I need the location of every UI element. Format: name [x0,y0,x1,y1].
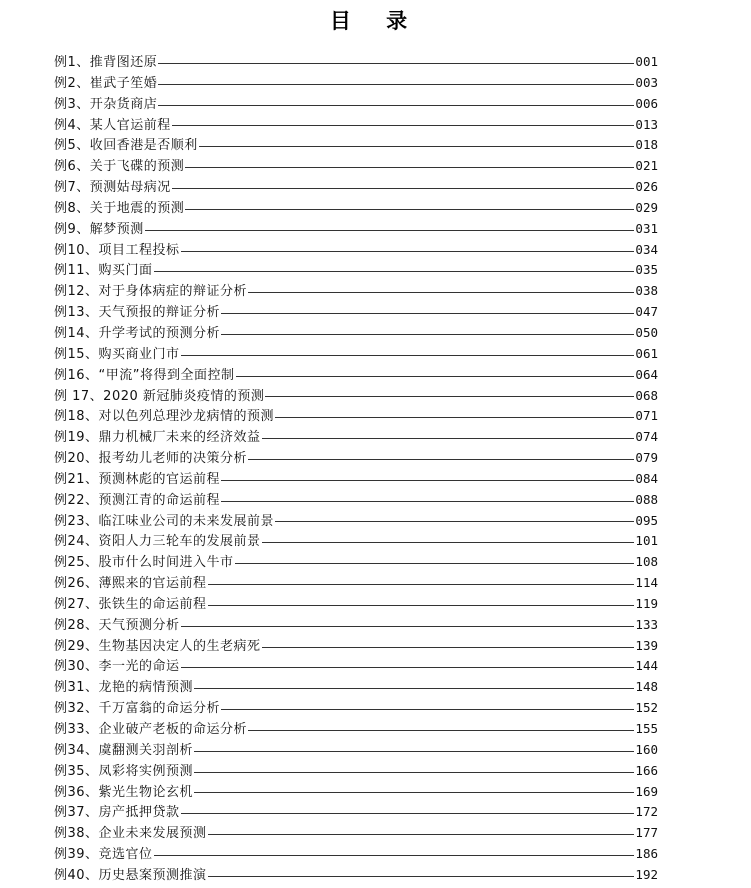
toc-entry-title: 例39、竞选官位 [54,847,153,863]
toc-leader-line [262,542,635,543]
toc-entry-title: 例29、生物基因决定人的生老病死 [54,638,261,654]
toc-entry-title: 例23、临江味业公司的未来发展前景 [54,513,275,529]
toc-leader-line [275,521,634,522]
toc-entry-page-number: 108 [635,554,658,570]
toc-entry[interactable] [54,719,658,740]
toc-entry-title: 例7、预测姑母病况 [54,180,171,196]
toc-leader-line [194,751,634,752]
toc-entry-title: 例1、推背图还原 [54,55,158,70]
toc-leader-line [158,105,634,106]
toc-entry[interactable] [54,281,658,302]
toc-entry-page-number: 101 [635,533,658,549]
toc-entry-title: 例28、天气预测分析 [54,617,180,633]
toc-entry-title: 例25、股市什么时间进入牛市 [54,555,234,571]
toc-entry-page-number: 148 [635,679,658,695]
toc-entry-page-number: 169 [635,783,658,799]
toc-entry-page-number: 031 [635,220,658,236]
toc-entry-title: 例18、对以色列总理沙龙病情的预测 [54,409,275,425]
toc-entry[interactable] [54,552,658,573]
toc-entry[interactable] [54,573,658,594]
toc-entry[interactable] [54,677,658,698]
toc-entry-page-number: 071 [635,408,658,424]
toc-leader-line [181,251,635,252]
page-title: 目 录 [329,8,422,33]
toc-entry-page-number: 003 [635,74,658,90]
toc-entry-page-number: 133 [635,616,658,632]
toc-leader-line [236,376,635,377]
toc-entry-title: 例15、购买商业门市 [54,346,180,362]
toc-leader-line [172,125,635,126]
toc-leader-line [185,167,634,168]
toc-entry-page-number: 029 [635,199,658,215]
toc-entry-page-number: 095 [635,512,658,528]
toc-leader-line [208,876,635,877]
toc-entry[interactable] [54,469,658,490]
toc-entry-title: 例30、李一光的命运 [54,659,180,675]
toc-entry[interactable] [54,52,658,73]
toc-entry[interactable] [54,386,658,407]
toc-entry-page-number: 001 [635,54,658,69]
toc-entry[interactable] [54,615,658,636]
toc-entry-page-number: 034 [635,241,658,257]
toc-leader-line [181,626,635,627]
toc-leader-line [181,667,635,668]
toc-leader-line [235,563,635,564]
toc-leader-line [194,688,634,689]
toc-entry-title: 例6、关于飞碟的预测 [54,159,185,175]
toc-entry[interactable] [54,344,658,365]
toc-entry-title: 例38、企业未来发展预测 [54,826,207,842]
toc-entry[interactable] [54,802,658,823]
toc-entry-title: 例5、收回香港是否顺利 [54,138,198,154]
toc-entry[interactable] [54,406,658,427]
toc-leader-line [158,84,634,85]
toc-entry-page-number: 013 [635,116,658,132]
toc-leader-line [181,355,635,356]
toc-entry-title: 例12、对于身体病症的辩证分析 [54,284,248,300]
toc-entry-title: 例36、紫光生物论玄机 [54,784,194,800]
toc-entry-title: 例9、解梦预测 [54,221,144,237]
toc-leader-line [185,209,634,210]
toc-entry-title: 例31、龙艳的病情预测 [54,680,194,696]
toc-entry-page-number: 026 [635,179,658,195]
toc-entry[interactable] [54,365,658,386]
toc-entry-page-number: 084 [635,470,658,486]
toc-entry-page-number: 061 [635,345,658,361]
toc-leader-line [145,230,635,231]
toc-entry-title: 例14、升学考试的预测分析 [54,325,221,341]
toc-entry-page-number: 177 [635,825,658,841]
toc-entry-page-number: 152 [635,700,658,716]
toc-entry[interactable] [54,115,658,136]
toc-entry[interactable] [54,240,658,261]
toc-entry-page-number: 114 [635,575,658,591]
toc-entry-page-number: 172 [635,804,658,820]
toc-leader-line [154,271,635,272]
toc-leader-line [208,584,635,585]
toc-leader-line [265,396,634,397]
toc-entry-page-number: 139 [635,637,658,653]
toc-entry[interactable] [54,94,658,115]
toc-leader-line [221,334,634,335]
toc-entry-page-number: 064 [635,366,658,382]
toc-entry[interactable] [54,260,658,281]
toc-entry[interactable] [54,302,658,323]
toc-entry-page-number: 006 [635,95,658,111]
toc-entry[interactable] [54,198,658,219]
toc-entry[interactable] [54,656,658,677]
toc-entry-page-number: 021 [635,158,658,174]
toc-leader-line [221,501,634,502]
toc-entry-page-number: 088 [635,491,658,507]
toc-entry-title: 例27、张铁生的命运前程 [54,596,207,612]
toc-entry-title: 例37、房产抵押贷款 [54,805,180,821]
toc-entry-title: 例4、某人官运前程 [54,117,171,133]
toc-leader-line [221,709,634,710]
toc-leader-line [262,647,635,648]
toc-entry[interactable] [54,448,658,469]
toc-entry[interactable] [54,740,658,761]
toc-leader-line [181,813,635,814]
toc-entry-page-number: 038 [635,283,658,299]
toc-entry-title: 例 17、2020 新冠肺炎疫情的预测 [54,388,265,404]
toc-entry[interactable] [54,511,658,532]
toc-entry-page-number: 119 [635,595,658,611]
toc-leader-line [221,480,634,481]
toc-entry-page-number: 068 [635,387,658,403]
toc-entry-title: 例16、“甲流”将得到全面控制 [54,367,235,383]
toc-leader-line [194,792,634,793]
toc-entry-page-number: 166 [635,762,658,778]
toc-entry-title: 例11、购买门面 [54,263,153,279]
toc-entry-page-number: 155 [635,721,658,736]
toc-entry[interactable] [54,594,658,615]
toc-entry-title: 例2、崔武子笙婚 [54,75,158,91]
toc-entry-page-number: 018 [635,137,658,153]
toc-entry-title: 例35、凤彩将实例预测 [54,763,194,779]
toc-leader-line [154,855,635,856]
toc-leader-line [248,730,634,731]
toc-leader-line [208,834,635,835]
toc-entry[interactable] [54,636,658,657]
toc-entry-title: 例21、预测林彪的官运前程 [54,471,221,487]
toc-entry[interactable] [54,427,658,448]
toc-entry-page-number: 192 [635,866,658,882]
toc-entry[interactable] [54,219,658,240]
toc-leader-line [275,417,634,418]
toc-entry[interactable] [54,135,658,156]
toc-entry-page-number: 144 [635,658,658,674]
toc-leader-line [194,772,634,773]
toc-leader-line [262,438,635,439]
toc-entry-page-number: 186 [635,846,658,862]
toc-entry[interactable] [54,177,658,198]
toc-entry-page-number: 074 [635,429,658,445]
toc-entry-title: 例22、预测江青的命运前程 [54,492,221,508]
toc-entry[interactable] [54,73,658,94]
toc-leader-line [208,605,635,606]
toc-entry-title: 例24、资阳人力三轮车的发展前景 [54,534,261,550]
toc-entry-title: 例20、报考幼儿老师的决策分析 [54,451,248,467]
toc-entry[interactable] [54,323,658,344]
toc-entry[interactable] [54,156,658,177]
table-of-contents [54,52,658,886]
toc-leader-line [172,188,635,189]
toc-entry[interactable] [54,782,658,803]
toc-entry[interactable] [54,490,658,511]
toc-entry[interactable] [54,844,658,865]
toc-entry[interactable] [54,865,658,886]
toc-entry-title: 例19、鼎力机械厂未来的经济效益 [54,430,261,446]
toc-entry-page-number: 079 [635,450,658,466]
toc-entry-page-number: 160 [635,741,658,757]
toc-entry[interactable] [54,823,658,844]
toc-leader-line [248,459,634,460]
toc-entry-title: 例33、企业破产老板的命运分析 [54,722,248,737]
toc-entry-title: 例13、天气预报的辩证分析 [54,305,221,321]
toc-entry-page-number: 050 [635,324,658,340]
toc-entry-title: 例26、薄熙来的官运前程 [54,576,207,592]
toc-entry-title: 例10、项目工程投标 [54,242,180,258]
toc-entry-title: 例40、历史悬案预测推演 [54,867,207,883]
toc-entry-page-number: 047 [635,304,658,320]
toc-leader-line [158,63,634,64]
toc-entry-page-number: 035 [635,262,658,278]
toc-leader-line [199,146,635,147]
toc-entry[interactable] [54,698,658,719]
toc-entry[interactable] [54,761,658,782]
toc-entry-title: 例3、开杂货商店 [54,96,158,112]
toc-leader-line [221,313,634,314]
toc-leader-line [248,292,634,293]
toc-entry-title: 例32、千万富翁的命运分析 [54,701,221,717]
toc-entry-title: 例34、虞翻测关羽剖析 [54,742,194,758]
toc-entry-title: 例8、关于地震的预测 [54,200,185,216]
toc-entry[interactable] [54,531,658,552]
